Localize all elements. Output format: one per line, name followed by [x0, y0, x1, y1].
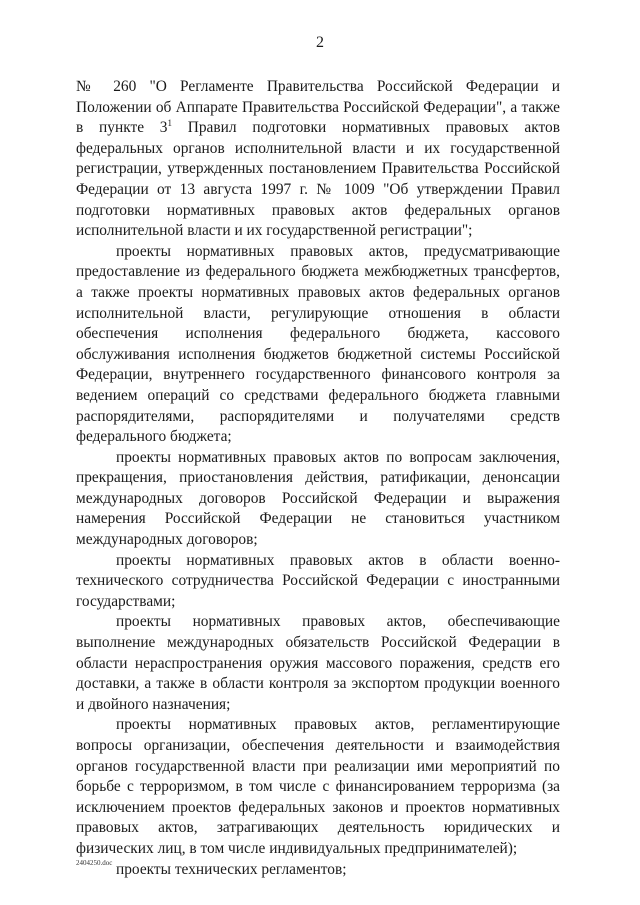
paragraph-military-cooperation: проекты нормативных правовых актов в области военно-технического сотрудничества Российской Федерации с иностранными государствами;	[76, 551, 560, 610]
paragraph-text: № 260 "О Регламенте Правительства Российской Федерации и Положении об Аппарате Правительства Российской Федерации", а также в пункте 3	[76, 78, 560, 137]
paragraph-continuation	[76, 77, 560, 242]
page-number: 2	[316, 34, 324, 51]
paragraph-international-treaties: проекты нормативных правовых актов по вопросам заключения, прекращения, приостановления действия, ратификации, денонсации международных договоров Российской Федерации и выражения намерения Российской Федерации не становиться участником международных договоров;	[76, 448, 560, 549]
paragraph-counterterrorism: проекты нормативных правовых актов, регламентирующие вопросы организации, обеспечения деятельности и взаимодействия органов государственной власти при реализации ими мероприятий по борьбе с терроризмом, в том числе с финансированием терроризма (за исключением проектов федеральных законов и проектов нормативных правовых актов, затрагивающих деятельность юридических и физических лиц, в том числе индивидуальных предпринимателей);	[76, 716, 560, 857]
footnote-superscript: 1	[167, 118, 172, 129]
footer-filename: 2404250.doc	[76, 859, 113, 867]
paragraph-budget-transfers: проекты нормативных правовых актов, предусматривающие предоставление из федерального бюджета межбюджетных трансфертов, а также проекты нормативных правовых актов федеральных органов исполнительной власти, регулирующие отношения в области обеспечения исполнения федерального бюджета, кассового обслуживания исполнения бюджетов бюджетной системы Российской Федерации, внутреннего государственного финансового контроля за ведением операций со средствами федерального бюджета главными распорядителями, распорядителями и получателями средств федерального бюджета;	[76, 242, 560, 446]
paragraph-text-after: Правил подготовки нормативных правовых актов федеральных органов исполнительной власти и их государственной регистрации, утвержденных постановлением Правительства Российской Федерации от 13 августа 1997 г. № 1009 "Об утверждении Правил подготовки нормативных правовых актов федеральных органов исполнительной власти и их государственной регистрации";	[76, 119, 560, 240]
paragraph-nonproliferation: проекты нормативных правовых актов, обеспечивающие выполнение международных обязательств Российской Федерации в области нераспространения оружия массового поражения, средств его доставки, а также в области контроля за экспортом продукции военного и двойного назначения;	[76, 613, 560, 713]
paragraph-technical-regulations: проекты технических регламентов;	[116, 860, 347, 878]
document-body	[76, 77, 560, 880]
